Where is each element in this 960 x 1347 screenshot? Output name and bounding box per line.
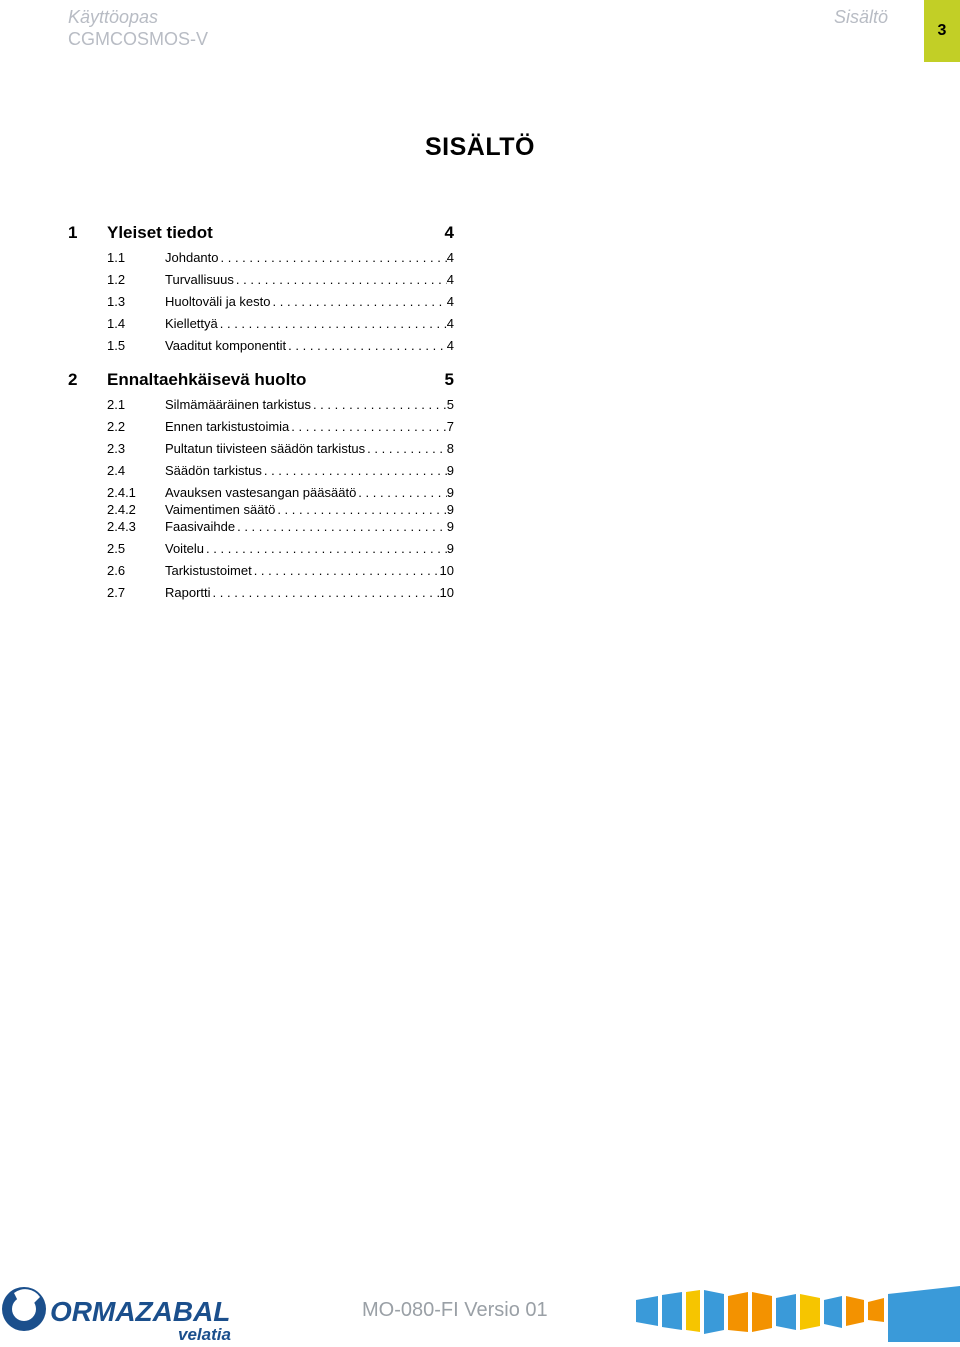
toc-chapter[interactable] (68, 220, 454, 246)
entry-number: 2.7 (107, 585, 126, 600)
page-title: SISÄLTÖ (425, 133, 535, 161)
dot-leader (204, 540, 447, 557)
toc-entry[interactable] (107, 501, 454, 518)
toc-entry[interactable] (107, 396, 454, 418)
entry-number: 2.6 (107, 563, 126, 578)
dot-leader (365, 440, 447, 457)
entry-page: 9 (446, 485, 454, 500)
chapter-page: 4 (444, 223, 454, 242)
logo-mark-icon (0, 1283, 245, 1342)
stripes-graphic-icon (636, 1286, 960, 1342)
manual-title: Käyttöopas (68, 7, 159, 27)
entry-title: Ennen tarkistustoimia (165, 419, 290, 434)
entry-number: 1.3 (107, 294, 126, 309)
toc-entry[interactable] (107, 540, 454, 562)
entry-number: 1.5 (107, 338, 126, 353)
chapter-title: Yleiset tiedot (107, 223, 213, 242)
entry-number: 1.4 (107, 316, 126, 331)
entry-page: 9 (446, 541, 454, 556)
entry-page: 9 (446, 463, 454, 478)
header-left (68, 6, 208, 50)
decorative-stripes (636, 1286, 960, 1342)
dot-leader (271, 293, 447, 310)
entry-number: 1.2 (107, 272, 126, 287)
entry-title: Pultatun tiivisteen säädön tarkistus (165, 441, 366, 456)
dot-leader (235, 518, 447, 535)
entry-title: Voitelu (165, 541, 205, 556)
entry-title: Säädön tarkistus (165, 463, 262, 478)
chapter-number: 2 (68, 370, 78, 389)
entry-title: Faasivaihde (165, 519, 236, 534)
dot-leader (311, 396, 447, 413)
table-of-contents (68, 220, 454, 606)
toc-entry[interactable] (107, 418, 454, 440)
chapter-number: 1 (68, 223, 78, 242)
dot-leader (286, 337, 447, 354)
dot-leader (262, 462, 447, 479)
toc-entry[interactable] (107, 462, 454, 484)
entry-title: Raportti (165, 585, 211, 600)
entry-page: 7 (446, 419, 454, 434)
entry-page: 8 (446, 441, 454, 456)
entry-page: 10 (439, 563, 454, 578)
entry-page: 4 (446, 272, 454, 287)
dot-leader (275, 501, 446, 518)
entry-title: Avauksen vastesangan pääsäätö (165, 485, 357, 500)
toc-entry[interactable] (107, 562, 454, 584)
page-number: 3 (937, 22, 947, 39)
dot-leader (234, 271, 447, 288)
dot-leader (252, 562, 440, 579)
toc-entry[interactable] (107, 584, 454, 606)
dot-leader (211, 584, 440, 601)
entry-title: Johdanto (165, 250, 219, 265)
toc-entry[interactable] (107, 315, 454, 337)
entry-title: Silmämääräinen tarkistus (165, 397, 311, 412)
entry-title: Huoltoväli ja kesto (165, 294, 271, 309)
entry-number: 2.4.1 (107, 485, 136, 500)
entry-page: 4 (446, 250, 454, 265)
ormazabal-logo (0, 1283, 245, 1342)
entry-page: 10 (439, 585, 454, 600)
entry-number: 2.3 (107, 441, 126, 456)
toc-entry[interactable] (107, 249, 454, 271)
dot-leader (219, 249, 447, 266)
entry-page: 4 (446, 316, 454, 331)
dot-leader (218, 315, 447, 332)
entry-number: 1.1 (107, 250, 126, 265)
model-name: CGMCOSMOS-V (68, 29, 209, 49)
entry-number: 2.1 (107, 397, 126, 412)
entry-page: 4 (446, 294, 454, 309)
logo-text: ORMAZABAL (50, 1296, 231, 1327)
entry-title: Vaimentimen säätö (165, 502, 276, 517)
entry-title: Tarkistustoimet (165, 563, 252, 578)
document-code: MO-080-FI Versio 01 (362, 1299, 548, 1321)
toc-chapter[interactable] (68, 367, 454, 393)
logo-subtext: velatia (178, 1325, 231, 1342)
entry-number: 2.4.2 (107, 502, 136, 517)
toc-entry[interactable] (107, 440, 454, 462)
toc-entry[interactable] (107, 518, 454, 540)
entry-title: Turvallisuus (165, 272, 234, 287)
entry-title: Vaaditut komponentit (165, 338, 287, 353)
entry-page: 9 (446, 519, 454, 534)
entry-number: 2.4 (107, 463, 126, 478)
entry-title: Kiellettyä (165, 316, 218, 331)
entry-number: 2.2 (107, 419, 126, 434)
dot-leader (289, 418, 446, 435)
toc-entry[interactable] (107, 337, 454, 359)
chapter-page: 5 (444, 370, 454, 389)
entry-page: 9 (446, 502, 454, 517)
toc-entry[interactable] (107, 484, 454, 501)
toc-entry[interactable] (107, 293, 454, 315)
toc-entry[interactable] (107, 271, 454, 293)
entry-number: 2.5 (107, 541, 126, 556)
entry-page: 4 (446, 338, 454, 353)
chapter-title: Ennaltaehkäisevä huolto (107, 370, 307, 389)
dot-leader (356, 484, 446, 501)
section-name: Sisältö (833, 7, 888, 27)
entry-number: 2.4.3 (107, 519, 136, 534)
entry-page: 5 (446, 397, 454, 412)
page-number-tab (924, 0, 960, 62)
